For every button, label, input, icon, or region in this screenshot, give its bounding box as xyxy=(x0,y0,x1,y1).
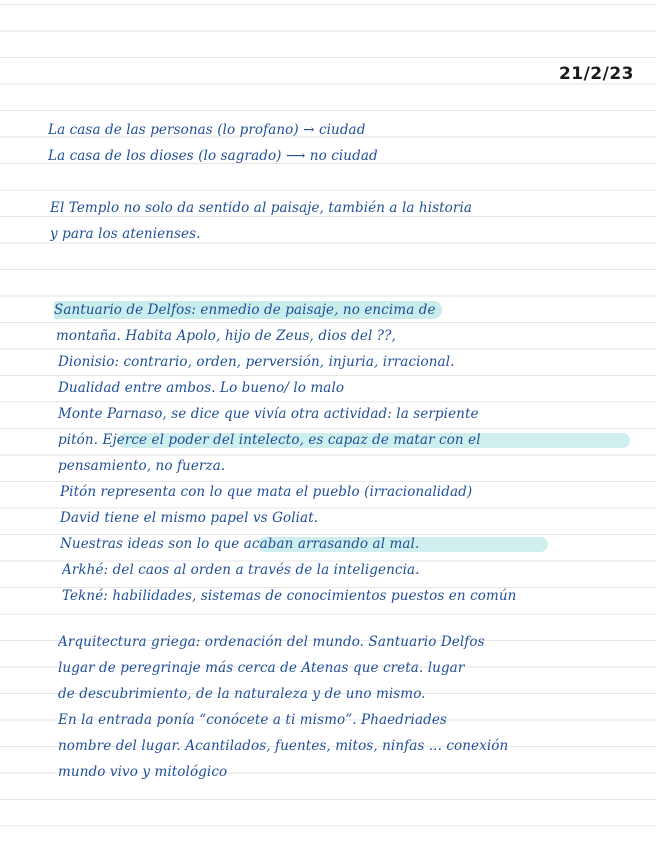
note-line: y para los atenienses. xyxy=(50,226,201,242)
note-line: Arkhé: del caos al orden a través de la inteligencia. xyxy=(62,562,420,578)
note-line: Pitón representa con lo que mata el pueblo (irracionalidad) xyxy=(60,484,473,500)
note-line: En la entrada ponía “conócete a ti mismo”. Phaedriades xyxy=(58,712,447,728)
note-line: Arquitectura griega: ordenación del mundo. Santuario Delfos xyxy=(58,634,485,650)
date-label: 21/2/23 xyxy=(558,64,634,84)
note-line: La casa de los dioses (lo sagrado) ⟶ no ciudad xyxy=(48,148,378,164)
note-line: de descubrimiento, de la naturaleza y de uno mismo. xyxy=(58,686,426,702)
note-line: Nuestras ideas son lo que acaban arrasando al mal. xyxy=(60,536,420,552)
note-line: Dualidad entre ambos. Lo bueno/ lo malo xyxy=(58,380,345,396)
note-line-highlighted xyxy=(54,300,648,320)
note-line: El Templo no solo da sentido al paisaje, también a la historia xyxy=(50,200,473,216)
note-line: pensamiento, no fuerza. xyxy=(58,458,226,474)
note-line: montaña. Habita Apolo, hijo de Zeus, dios del ??, xyxy=(56,328,396,344)
note-line: Monte Parnaso, se dice que vivía otra actividad: la serpiente xyxy=(58,406,479,422)
note-line: mundo vivo y mitológico xyxy=(58,764,228,780)
note-line: lugar de peregrinaje más cerca de Atenas que creta. lugar xyxy=(58,660,465,676)
note-line: nombre del lugar. Acantilados, fuentes, mitos, ninfas ... conexión xyxy=(58,738,509,754)
highlight-santuario: Santuario de Delfos: enmedio de paisaje, no encima de xyxy=(54,301,442,319)
note-line: David tiene el mismo papel vs Goliat. xyxy=(60,510,319,526)
note-line: Dionisio: contrario, orden, perversión, injuria, irracional. xyxy=(58,354,455,370)
note-line: Tekné: habilidades, sistemas de conocimientos puestos en común xyxy=(62,588,517,604)
note-line: La casa de las personas (lo profano) → ciudad xyxy=(48,122,366,138)
note-line: pitón. Ejerce el poder del intelecto, es capaz de matar con el xyxy=(58,432,481,448)
